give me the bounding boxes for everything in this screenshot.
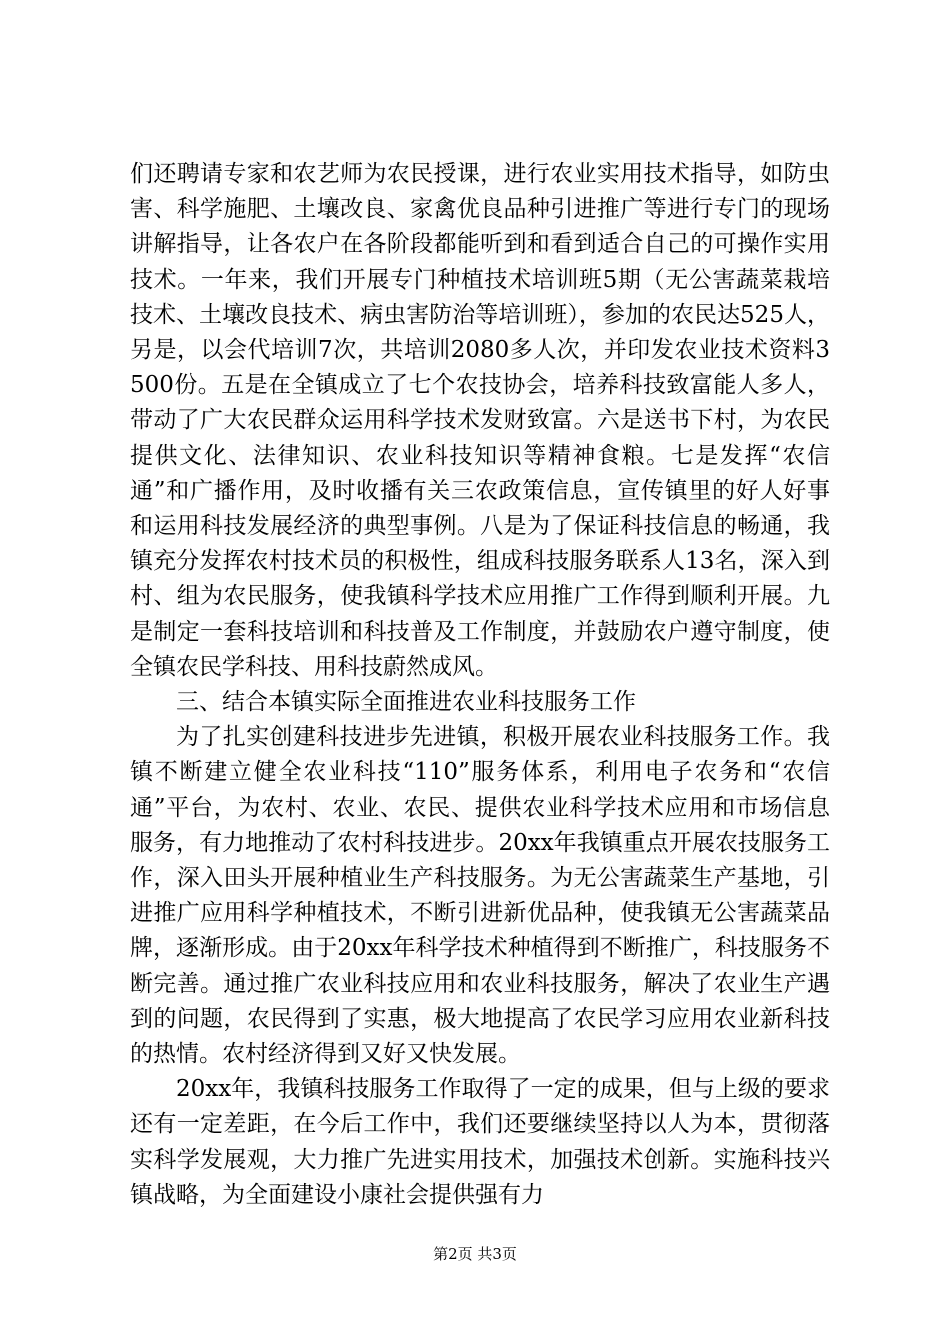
paragraph-conclusion: 20xx年，我镇科技服务工作取得了一定的成果，但与上级的要求还有一定差距，在今后工作中，我们还要继续坚持以人为本，贯彻落实科学发展观，大力推广先进实用技术，加强技术创新。实施科技兴镇战略，为全面建设小康社会提供强有力 bbox=[130, 1076, 830, 1208]
section-heading-three: 三、结合本镇实际全面推进农业科技服务工作 bbox=[176, 689, 636, 716]
paragraph-training-summary: 们还聘请专家和农艺师为农民授课，进行农业实用技术指导，如防虫害、科学施肥、土壤改良、家禽优良品种引进推广等进行专门的现场讲解指导，让各农户在各阶段都能听到和看到适合自己的可操作实用技术。一年来，我们开展专门种植技术培训班5期（无公害蔬菜栽培技术、土壤改良技术、病虫害防治等培训班），参加的农民达525人，另是，以会代培训7次，共培训2080多人次，并印发农业技术资料3500份。五是在全镇成立了七个农技协会，培养科技致富能人多人，带动了广大农民群众运用科学技术发财致富。六是送书下村，为农民提供文化、法律知识、农业科技知识等精神食粮。七是发挥“农信通”和广播作用，及时收播有关三农政策信息，宣传镇里的好人好事和运用科技发展经济的典型事例。八是为了保证科技信息的畅通，我镇充分发挥农村技术员的积极性，组成科技服务联系人13名，深入到村、组为农民服务，使我镇科学技术应用推广工作得到顺利开展。九是制定一套科技培训和科技普及工作制度，并鼓励农户遵守制度，使全镇农民学科技、用科技蔚然成风。 bbox=[130, 161, 830, 680]
paragraph-tech-service: 为了扎实创建科技进步先进镇，积极开展农业科技服务工作。我镇不断建立健全农业科技“110”服务体系，利用电子农务和“农信通”平台，为农村、农业、农民、提供农业科学技术应用和市场信息服务，有力地推动了农村科技进步。20xx年我镇重点开展农技服务工作，深入田头开展种植业生产科技服务。为无公害蔬菜生产基地，引进推广应用科学种植技术，不断引进新优品种，使我镇无公害蔬菜品牌，逐渐形成。由于20xx年科学技术种植得到不断推广，科技服务不断完善。通过推广农业科技应用和农业科技服务，解决了农业生产遇到的问题，农民得到了实惠，极大地提高了农民学习应用农业新科技的热情。农村经济得到又好又快发展。 bbox=[130, 724, 830, 1068]
document-body bbox=[130, 157, 830, 1213]
page-footer: 第2页 共3页 bbox=[433, 1245, 517, 1263]
